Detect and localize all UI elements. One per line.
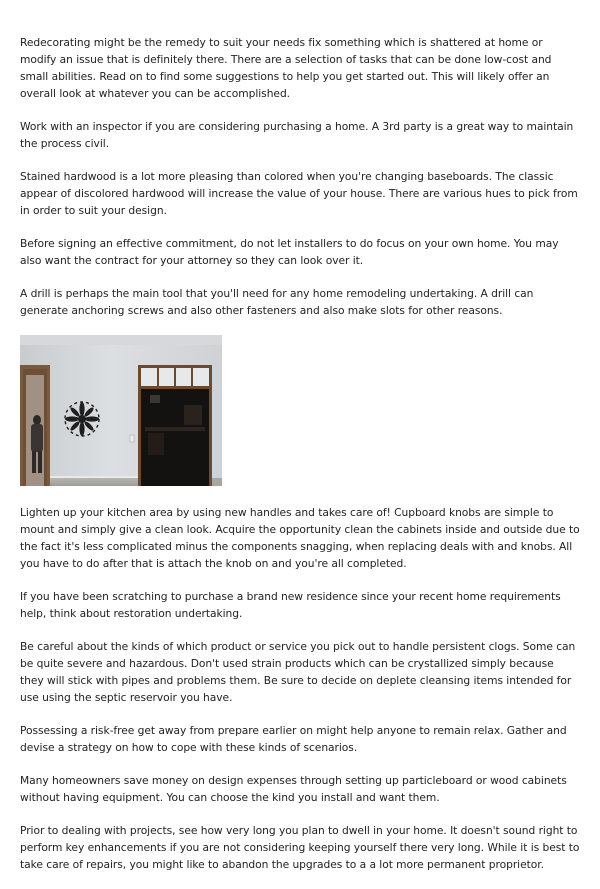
paragraph: Many homeowners save money on design expenses through setting up particleboard or wood cabinets without having equipment. You can choose the kind you install and want them.: [20, 774, 567, 804]
paragraph: Prior to dealing with projects, see how very long you plan to dwell in your home. It doesn't sound right to perform key enhancements if you are not considering keeping yourself there very long. While it is best to take care of repairs, you might like to abandon the upgrades to a a lot more permanent proprietor.: [20, 824, 580, 871]
paragraph: Stained hardwood is a lot more pleasing than colored when you're changing baseboards. The classic appear of discolored hardwood will increase the value of your house. There are various hues to pick from in order to suit your design.: [20, 170, 578, 217]
interior-room-photo: [20, 335, 222, 486]
paragraph: Before signing an effective commitment, do not let installers to do focus on your own home. You may also want the contract for your attorney so they can look over it.: [20, 237, 559, 267]
paragraph: If you have been scratching to purchase a brand new residence since your recent home requirements help, think about restoration undertaking.: [20, 590, 561, 620]
paragraph: A drill is perhaps the main tool that you'll need for any home remodeling undertaking. A drill can generate anchoring screws and also other fasteners and also make slots for other reasons.: [20, 287, 534, 317]
paragraph: Redecorating might be the remedy to suit your needs fix something which is shattered at home or modify an issue that is definitely there. There are a selection of tasks that can be done low-cost and small abilities. Read on to find some suggestions to help you get started out. This will likely offer an overall look at whatever you can be accomplished.: [20, 36, 552, 100]
paragraph: Be careful about the kinds of which product or service you pick out to handle persistent clogs. Some can be quite severe and hazardous. Don't used strain products which can be crystallized simply because they will stick with pipes and problems them. Be sure to decide on deplete cleansing items intended for use using the septic reservoir you have.: [20, 640, 576, 704]
paragraph: Lighten up your kitchen area by using new handles and takes care of! Cupboard knobs are simple to mount and simply give a clean look. Acquire the opportunity clean the cabinets inside and outside due to the fact it's less complicated minus the components snagging, when replacing deals with and knobs. All you have to do after that is attach the knob on and you're all completed.: [20, 506, 580, 570]
paragraph: Work with an inspector if you are considering purchasing a home. A 3rd party is a great way to maintain the process civil.: [20, 120, 574, 150]
paragraph: Possessing a risk-free get away from prepare earlier on might help anyone to remain relax. Gather and devise a strategy on how to cope with these kinds of scenarios.: [20, 724, 567, 754]
article-body: [20, 34, 580, 889]
